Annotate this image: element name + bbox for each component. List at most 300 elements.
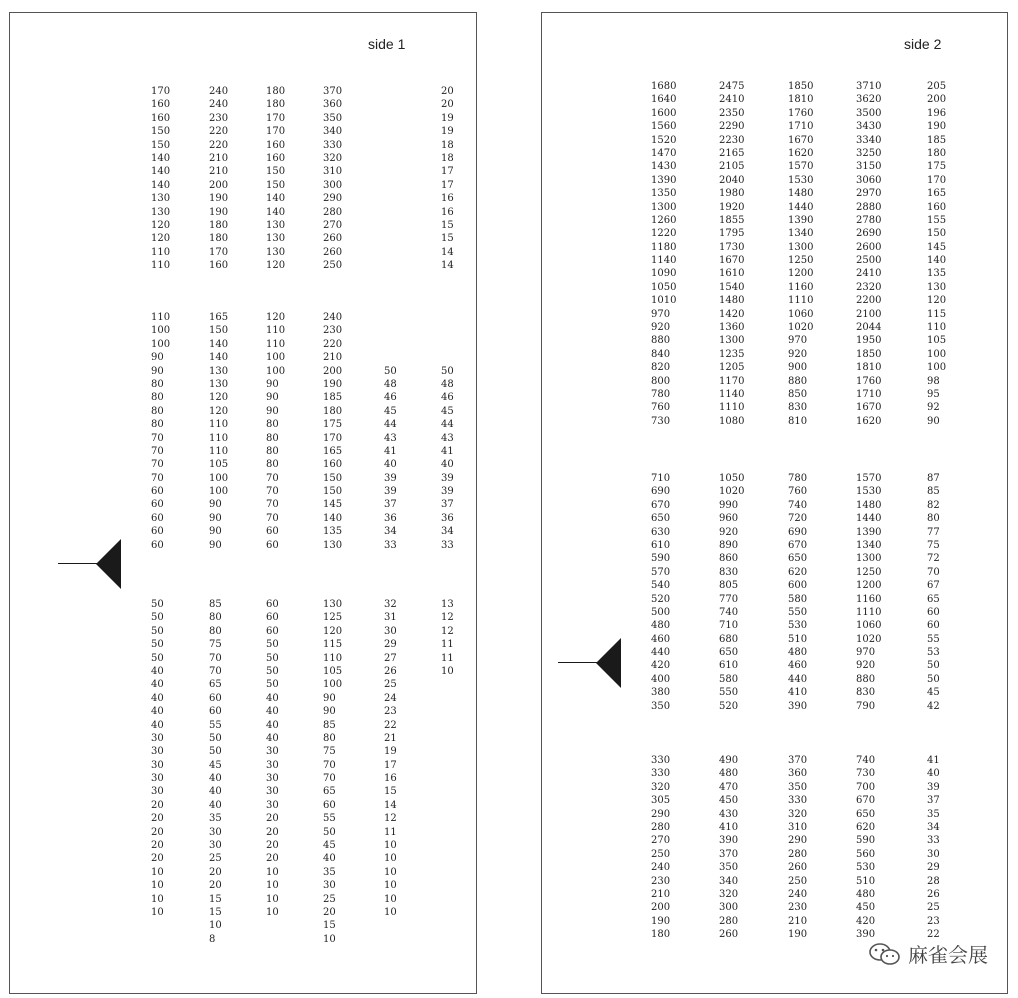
table-cell: 1260 [651, 214, 677, 226]
table-cell: 1950 [856, 335, 882, 347]
table-cell: 1300 [788, 241, 814, 253]
table-cell: 85 [323, 719, 336, 731]
table-cell: 90 [323, 692, 336, 704]
table-cell: 1680 [651, 81, 677, 92]
table-cell: 650 [719, 647, 739, 659]
table-cell: 50 [384, 365, 397, 377]
table-cell: 13 [441, 599, 454, 610]
table-cell: 320 [651, 781, 671, 793]
side1-block-1-column-1 [151, 85, 170, 272]
table-cell: 1855 [719, 214, 745, 226]
table-cell: 320 [788, 808, 808, 820]
table-cell: 10 [151, 893, 164, 905]
table-cell: 150 [266, 179, 286, 191]
table-cell: 140 [266, 206, 286, 218]
table-cell: 190 [927, 121, 947, 133]
table-cell: 30 [384, 625, 397, 637]
table-cell: 32 [384, 599, 397, 610]
table-cell: 50 [151, 612, 164, 624]
table-cell: 170 [209, 246, 229, 258]
table-cell: 50 [441, 365, 454, 377]
table-cell: 990 [719, 499, 739, 511]
table-cell: 920 [788, 348, 808, 360]
table-cell: 360 [323, 99, 343, 111]
side1-block-1-column-3 [266, 85, 285, 272]
table-cell: 2880 [856, 201, 882, 213]
table-cell: 120 [209, 405, 229, 417]
table-cell: 1440 [788, 201, 814, 213]
table-cell: 17 [441, 166, 454, 178]
table-cell: 120 [927, 295, 947, 307]
table-cell: 1980 [719, 188, 745, 200]
side2-block-2-column-2 [719, 472, 744, 713]
table-cell: 10 [384, 880, 397, 892]
table-cell: 26 [384, 665, 397, 677]
table-cell: 30 [151, 732, 164, 744]
table-cell: 90 [209, 539, 222, 551]
table-cell: 100 [151, 325, 171, 337]
table-cell: 34 [384, 526, 397, 538]
table-cell: 80 [151, 378, 164, 390]
table-cell: 530 [856, 862, 876, 874]
table-cell: 920 [856, 660, 876, 672]
table-cell: 1530 [788, 174, 814, 186]
table-cell: 140 [209, 338, 229, 350]
table-cell: 360 [788, 768, 808, 780]
table-cell: 240 [323, 312, 343, 323]
table-cell: 130 [266, 233, 286, 245]
table-cell: 1610 [719, 268, 745, 280]
table-cell: 20 [151, 799, 164, 811]
table-cell [384, 311, 397, 324]
table-cell: 1480 [856, 499, 882, 511]
table-cell: 720 [788, 513, 808, 525]
table-cell: 165 [323, 445, 343, 457]
table-cell: 30 [151, 759, 164, 771]
table-cell: 3500 [856, 107, 882, 119]
table-cell: 180 [209, 233, 229, 245]
table-cell: 110 [266, 325, 286, 337]
table-cell: 1620 [788, 147, 814, 159]
table-cell: 510 [788, 633, 808, 645]
table-cell: 80 [209, 625, 222, 637]
table-cell: 10 [384, 893, 397, 905]
table-cell: 25 [209, 853, 222, 865]
table-cell: 110 [266, 338, 286, 350]
table-cell: 450 [856, 902, 876, 914]
table-cell: 70 [209, 665, 222, 677]
table-cell: 130 [209, 365, 229, 377]
table-cell: 830 [788, 402, 808, 414]
table-cell: 1010 [651, 295, 677, 307]
table-cell: 1160 [788, 281, 814, 293]
table-cell: 3250 [856, 147, 882, 159]
table-cell: 10 [384, 866, 397, 878]
table-cell: 160 [209, 260, 229, 272]
table-cell: 260 [788, 862, 808, 874]
table-cell: 160 [151, 112, 171, 124]
table-cell: 17 [441, 179, 454, 191]
table-cell: 100 [209, 472, 229, 484]
table-cell: 75 [209, 639, 222, 651]
table-cell: 40 [927, 768, 940, 780]
table-cell: 185 [323, 392, 343, 404]
table-cell: 140 [151, 179, 171, 191]
table-cell: 110 [927, 322, 947, 334]
side-2-label: side 2 [904, 36, 942, 52]
table-cell: 70 [266, 472, 279, 484]
table-cell: 12 [441, 612, 454, 624]
table-cell: 100 [266, 352, 286, 364]
table-cell: 970 [651, 308, 671, 320]
side-2-panel [541, 12, 1008, 994]
table-cell: 75 [927, 539, 940, 551]
table-cell: 1920 [719, 201, 745, 213]
side2-block-3-column-5 [927, 754, 940, 941]
table-cell: 100 [323, 679, 343, 691]
table-cell: 105 [927, 335, 947, 347]
table-cell: 21 [384, 732, 397, 744]
table-cell: 20 [151, 853, 164, 865]
table-cell: 80 [266, 419, 279, 431]
table-cell: 1300 [856, 553, 882, 565]
table-cell: 95 [927, 388, 940, 400]
table-cell: 760 [788, 486, 808, 498]
table-cell: 10 [266, 893, 279, 905]
table-cell: 2350 [719, 107, 745, 119]
table-cell: 22 [927, 929, 940, 941]
table-cell: 1050 [719, 473, 745, 484]
table-cell: 40 [209, 773, 222, 785]
table-cell: 67 [927, 580, 940, 592]
table-cell: 1570 [788, 161, 814, 173]
table-cell: 50 [151, 625, 164, 637]
table-cell: 650 [651, 513, 671, 525]
table-cell: 540 [651, 580, 671, 592]
side1-block-1-column-2 [209, 85, 228, 272]
table-cell: 10 [384, 906, 397, 918]
table-cell: 280 [788, 848, 808, 860]
table-cell: 1340 [788, 228, 814, 240]
table-cell: 220 [209, 139, 229, 151]
table-cell: 160 [266, 139, 286, 151]
table-cell: 1390 [788, 214, 814, 226]
table-cell: 37 [441, 499, 454, 511]
table-cell: 170 [266, 112, 286, 124]
table-cell: 2165 [719, 147, 745, 159]
table-cell: 1810 [856, 362, 882, 374]
table-cell: 450 [719, 795, 739, 807]
table-cell: 110 [209, 419, 229, 431]
table-cell: 180 [209, 219, 229, 231]
table-cell: 19 [384, 746, 397, 758]
side2-block-1-column-2 [719, 80, 744, 428]
table-cell: 15 [209, 906, 222, 918]
table-cell: 175 [323, 419, 343, 431]
table-cell: 11 [441, 652, 454, 664]
table-cell: 41 [441, 445, 454, 457]
table-cell: 196 [927, 107, 947, 119]
table-cell: 11 [384, 826, 397, 838]
side1-block-3-column-4 [323, 598, 342, 946]
table-cell: 90 [151, 352, 164, 364]
table-cell: 70 [151, 472, 164, 484]
table-cell: 90 [209, 499, 222, 511]
table-cell: 710 [719, 620, 739, 632]
table-cell: 350 [651, 700, 671, 712]
table-cell: 19 [441, 112, 454, 124]
table-cell: 39 [384, 486, 397, 498]
table-cell: 610 [719, 660, 739, 672]
table-cell: 740 [719, 606, 739, 618]
table-cell: 10 [266, 906, 279, 918]
table-cell: 460 [788, 660, 808, 672]
table-cell: 1670 [788, 134, 814, 146]
table-cell: 120 [151, 233, 171, 245]
table-cell: 650 [856, 808, 876, 820]
table-cell: 410 [788, 687, 808, 699]
table-cell: 250 [323, 260, 343, 272]
side1-block-3-column-6 [441, 598, 454, 678]
table-cell: 370 [788, 755, 808, 766]
table-cell: 2970 [856, 188, 882, 200]
table-cell: 170 [151, 86, 171, 97]
table-cell: 690 [651, 486, 671, 498]
table-cell: 330 [651, 755, 671, 766]
table-cell: 16 [441, 206, 454, 218]
side-1-label: side 1 [368, 36, 406, 52]
table-cell [384, 351, 397, 364]
table-cell: 80 [323, 732, 336, 744]
table-cell: 1170 [719, 375, 745, 387]
side1-block-3-column-5 [384, 598, 397, 919]
table-cell: 70 [209, 652, 222, 664]
table-cell: 2410 [856, 268, 882, 280]
table-cell: 1020 [788, 322, 814, 334]
table-cell: 510 [856, 875, 876, 887]
table-cell: 120 [323, 625, 343, 637]
table-cell: 390 [856, 929, 876, 941]
table-cell: 60 [266, 625, 279, 637]
table-cell: 530 [788, 620, 808, 632]
table-cell: 1760 [856, 375, 882, 387]
table-cell: 175 [927, 161, 947, 173]
table-cell: 25 [323, 893, 336, 905]
table-cell: 150 [323, 486, 343, 498]
table-cell: 45 [209, 759, 222, 771]
table-cell: 48 [441, 378, 454, 390]
table-cell: 1760 [788, 107, 814, 119]
table-cell: 220 [209, 126, 229, 138]
table-cell: 1235 [719, 348, 745, 360]
table-cell: 130 [927, 281, 947, 293]
table-cell: 39 [384, 472, 397, 484]
table-cell: 490 [719, 755, 739, 766]
table-cell: 160 [323, 459, 343, 471]
side1-block-2-column-1 [151, 311, 170, 552]
table-cell: 680 [719, 633, 739, 645]
table-cell: 110 [323, 652, 343, 664]
table-cell: 880 [856, 673, 876, 685]
table-cell: 1060 [788, 308, 814, 320]
table-cell: 70 [151, 459, 164, 471]
side2-block-1-column-1 [651, 80, 676, 428]
table-cell: 34 [441, 526, 454, 538]
table-cell: 65 [927, 593, 940, 605]
table-cell: 380 [651, 687, 671, 699]
table-cell: 700 [856, 781, 876, 793]
table-cell: 50 [323, 826, 336, 838]
table-cell: 1795 [719, 228, 745, 240]
table-cell: 10 [323, 933, 336, 945]
table-cell: 70 [266, 486, 279, 498]
table-cell: 33 [384, 539, 397, 551]
table-cell: 280 [323, 206, 343, 218]
table-cell: 1710 [856, 388, 882, 400]
table-cell: 130 [151, 193, 171, 205]
table-cell: 41 [927, 755, 940, 766]
table-cell: 740 [788, 499, 808, 511]
table-cell: 30 [151, 746, 164, 758]
table-cell: 22 [384, 719, 397, 731]
table-cell: 480 [856, 888, 876, 900]
table-cell: 590 [856, 835, 876, 847]
table-cell: 670 [651, 499, 671, 511]
table-cell: 1300 [651, 201, 677, 213]
table-cell: 45 [441, 405, 454, 417]
table-cell: 40 [384, 459, 397, 471]
table-cell: 70 [266, 512, 279, 524]
table-cell: 40 [323, 853, 336, 865]
side1-block-2-column-2 [209, 311, 228, 552]
table-cell: 820 [651, 362, 671, 374]
table-cell: 420 [651, 660, 671, 672]
table-cell: 520 [651, 593, 671, 605]
side1-block-2-column-4 [323, 311, 342, 552]
table-cell: 1090 [651, 268, 677, 280]
table-cell: 200 [209, 179, 229, 191]
table-cell: 150 [209, 325, 229, 337]
side1-block-1-column-6 [441, 85, 454, 272]
table-cell: 60 [151, 499, 164, 511]
table-cell: 770 [719, 593, 739, 605]
side1-block-2-column-6 [441, 311, 454, 552]
table-cell: 90 [209, 526, 222, 538]
table-cell: 18 [441, 139, 454, 151]
table-cell: 1060 [856, 620, 882, 632]
table-cell: 280 [651, 821, 671, 833]
table-cell: 2044 [856, 322, 882, 334]
side-1-panel [9, 12, 477, 994]
table-cell: 36 [441, 512, 454, 524]
table-cell: 1110 [719, 402, 745, 414]
table-cell [384, 324, 397, 337]
table-cell: 170 [927, 174, 947, 186]
table-cell: 1600 [651, 107, 677, 119]
table-cell: 1670 [719, 255, 745, 267]
table-cell: 25 [384, 679, 397, 691]
table-cell: 130 [323, 539, 343, 551]
table-cell: 200 [927, 94, 947, 106]
table-cell: 420 [856, 915, 876, 927]
table-cell: 60 [927, 606, 940, 618]
table-cell: 45 [927, 687, 940, 699]
table-cell: 850 [788, 388, 808, 400]
table-cell: 320 [719, 888, 739, 900]
table-cell: 260 [323, 233, 343, 245]
table-cell: 100 [927, 362, 947, 374]
table-cell: 340 [719, 875, 739, 887]
table-cell: 29 [927, 862, 940, 874]
table-cell: 80 [151, 419, 164, 431]
table-cell: 250 [651, 848, 671, 860]
table-cell: 98 [927, 375, 940, 387]
table-cell: 310 [323, 166, 343, 178]
table-cell: 70 [151, 432, 164, 444]
table-cell: 240 [209, 99, 229, 111]
table-cell: 210 [209, 152, 229, 164]
table-cell: 36 [384, 512, 397, 524]
table-cell: 305 [651, 795, 671, 807]
table-cell: 80 [266, 432, 279, 444]
table-cell: 80 [151, 405, 164, 417]
table-cell: 17 [384, 759, 397, 771]
table-cell: 830 [719, 566, 739, 578]
table-cell: 20 [151, 813, 164, 825]
side1-block-3-column-1 [151, 598, 164, 919]
table-cell: 70 [323, 759, 336, 771]
side1-block-3-column-3 [266, 598, 279, 919]
table-cell: 30 [323, 880, 336, 892]
table-cell: 40 [151, 692, 164, 704]
table-cell: 20 [151, 826, 164, 838]
table-cell: 260 [719, 929, 739, 941]
table-cell: 170 [323, 432, 343, 444]
table-cell: 60 [266, 526, 279, 538]
table-cell: 1430 [651, 161, 677, 173]
table-cell: 960 [719, 513, 739, 525]
table-cell: 18 [441, 152, 454, 164]
table-cell: 10 [151, 906, 164, 918]
watermark [868, 939, 988, 968]
table-cell: 90 [209, 512, 222, 524]
table-cell: 410 [719, 821, 739, 833]
table-cell: 670 [788, 539, 808, 551]
table-cell: 50 [927, 673, 940, 685]
table-cell: 20 [323, 906, 336, 918]
table-cell: 210 [651, 888, 671, 900]
table-cell: 480 [719, 768, 739, 780]
table-cell: 27 [384, 652, 397, 664]
table-cell: 90 [266, 392, 279, 404]
table-cell: 1300 [719, 335, 745, 347]
table-cell: 1530 [856, 486, 882, 498]
table-cell: 40 [209, 786, 222, 798]
table-cell: 1640 [651, 94, 677, 106]
table-cell: 600 [788, 580, 808, 592]
table-cell: 40 [151, 719, 164, 731]
table-cell: 105 [209, 459, 229, 471]
table-cell: 70 [323, 773, 336, 785]
table-cell: 40 [266, 719, 279, 731]
side1-block-3-column-2 [209, 598, 222, 946]
table-cell: 85 [209, 599, 222, 610]
table-cell: 140 [323, 512, 343, 524]
table-cell: 15 [384, 786, 397, 798]
table-cell: 55 [927, 633, 940, 645]
table-cell: 740 [856, 755, 876, 766]
table-cell: 190 [209, 193, 229, 205]
